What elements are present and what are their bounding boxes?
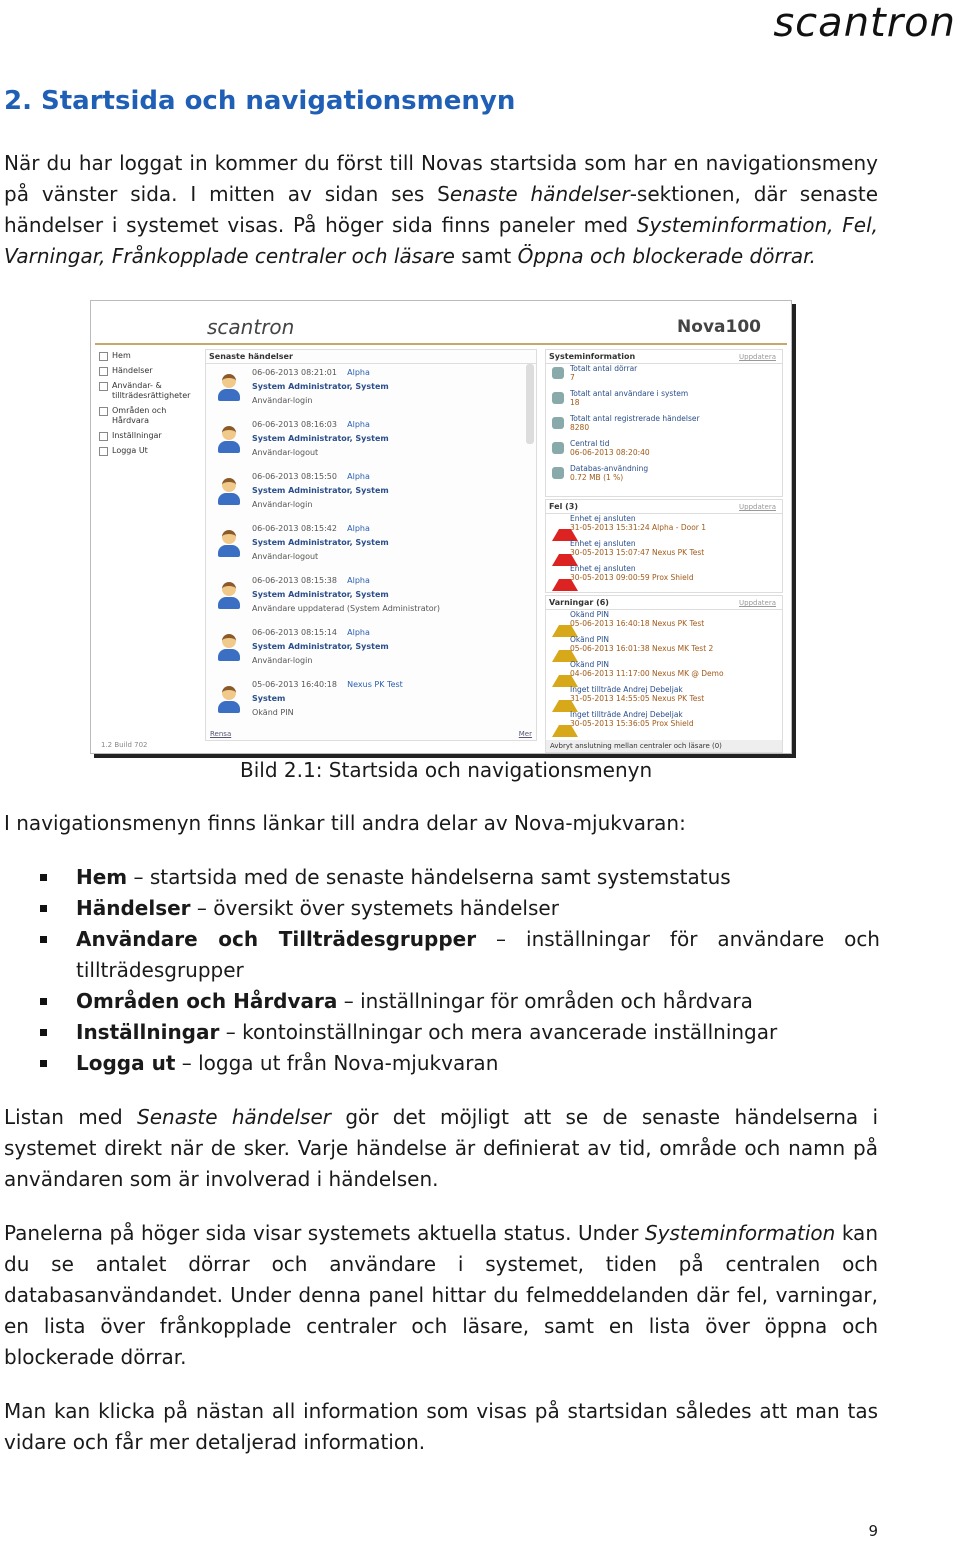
errors-update-link[interactable]: Uppdatera bbox=[739, 503, 776, 511]
event-user: System Administrator, System bbox=[252, 642, 389, 651]
event-user: System Administrator, System bbox=[252, 382, 389, 391]
event-item[interactable] bbox=[206, 468, 536, 520]
navigation-menu bbox=[99, 351, 205, 461]
info-icon bbox=[552, 467, 564, 479]
paragraph-panels: Panelerna på höger sida visar systemets aktuella status. Under Systeminformation kan du se antalet dörrar och användare i systemet, tiden på centralen och databasanvändandet. Under denna panel hittar du felmeddelanden där fel, varningar, en lista över frånkopplade centraler och läsare, samt en lista över öppna och blockerade dörrar. bbox=[4, 1221, 878, 1369]
list-item: Användare och Tillträdesgrupper – inställningar för användare och tillträdesgrupper bbox=[40, 924, 880, 986]
event-user: System Administrator, System bbox=[252, 434, 389, 443]
nav-item-handelser[interactable]: Händelser bbox=[99, 366, 205, 376]
errors-row[interactable]: Enhet ej ansluten 31-05-2013 15:31:24 Alpha - Door 1 bbox=[546, 514, 782, 539]
event-time: 06-06-2013 08:15:42 Alpha bbox=[252, 524, 370, 533]
info-icon bbox=[552, 392, 564, 404]
warning-icon bbox=[552, 613, 578, 637]
error-icon bbox=[552, 567, 578, 591]
user-avatar-icon bbox=[218, 686, 240, 714]
event-time: 05-06-2013 16:40:18 Nexus PK Test bbox=[252, 680, 403, 689]
recent-events-panel bbox=[205, 349, 537, 741]
event-type: Användar-login bbox=[252, 500, 313, 509]
list-item: Inställningar – kontoinställningar och mera avancerade inställningar bbox=[40, 1017, 880, 1048]
paragraph-click-info: Man kan klicka på nästan all information som visas på startsidan således att man tas vidare och får mer detaljerad information. bbox=[4, 1399, 878, 1454]
user-avatar-icon bbox=[218, 426, 240, 454]
errors-panel: Fel (3) Uppdatera Enhet ej ansluten 31-05-2013 15:31:24 Alpha - Door 1 Enhet ej ansluten 30-05-2013 15:07:47 Nexus PK Test Enhet ej ansluten 30-05-2013 09:00:59 Prox Shield bbox=[545, 499, 783, 593]
page-number: 9 bbox=[868, 1522, 878, 1540]
more-link[interactable]: Mer bbox=[518, 730, 532, 738]
nav-description-list bbox=[40, 862, 880, 1079]
startpage-screenshot bbox=[90, 300, 792, 754]
nav-item-installningar[interactable]: Inställningar bbox=[99, 431, 205, 441]
event-time: 06-06-2013 08:15:14 Alpha bbox=[252, 628, 370, 637]
event-type: Användar-logout bbox=[252, 552, 319, 561]
warnings-update-link[interactable]: Uppdatera bbox=[739, 599, 776, 607]
sysinfo-update-link[interactable]: Uppdatera bbox=[739, 353, 776, 361]
warnings-row[interactable]: Inget tillträde Andrej Debeljak 30-05-2013 15:36:05 Prox Shield bbox=[546, 710, 782, 735]
event-user: System Administrator, System bbox=[252, 486, 389, 495]
screenshot-logo: scantron bbox=[207, 315, 295, 339]
clear-link[interactable]: Rensa bbox=[210, 730, 232, 738]
paragraph-recent-events: Listan med Senaste händelser gör det möjligt att se de senaste händelserna i systemet direkt när de sker. Varje händelse är definierat av tid, område och namn på användaren som är involverad i händelsen. bbox=[4, 1105, 879, 1191]
scantron-logo: scantron bbox=[773, 0, 956, 46]
event-type: Användar-logout bbox=[252, 448, 319, 457]
sysinfo-row[interactable]: Totalt antal användare i system 18 bbox=[546, 389, 782, 414]
user-avatar-icon bbox=[218, 582, 240, 610]
warnings-panel: Varningar (6) Uppdatera Okänd PIN 05-06-2013 16:40:18 Nexus PK Test Okänd PIN 05-06-2013 16:01:38 Nexus MK Test 2 Okänd PIN 04-06-2013 11:17:00 Nexus MK @ Demo Inget tillträde Andrej Debeljak 31-05-2013 14:55:05 Nexus PK Test Inget tillträde Andrej Debeljak 30-05-2013 15:36:05 Prox Shield Avbryt anslutning mellan centraler och läsare (0) bbox=[545, 595, 783, 753]
event-time: 06-06-2013 08:16:03 Alpha bbox=[252, 420, 370, 429]
event-type: Användar-login bbox=[252, 396, 313, 405]
event-item[interactable] bbox=[206, 624, 536, 676]
error-icon bbox=[552, 517, 578, 541]
header-divider bbox=[95, 343, 787, 345]
recent-events-title: Senaste händelser bbox=[206, 350, 536, 364]
nav-item-logga-ut[interactable]: Logga Ut bbox=[99, 446, 205, 456]
sysinfo-row[interactable]: Databas-användning 0.72 MB (1 %) bbox=[546, 464, 782, 489]
error-icon bbox=[552, 542, 578, 566]
warnings-row[interactable]: Okänd PIN 04-06-2013 11:17:00 Nexus MK @ Demo bbox=[546, 660, 782, 685]
event-type: Användare uppdaterad (System Administrator) bbox=[252, 604, 441, 613]
nav-item-hem[interactable]: Hem bbox=[99, 351, 205, 361]
list-item: Händelser – översikt över systemets händelser bbox=[40, 893, 880, 924]
section-title: 2. Startsida och navigationsmenyn bbox=[4, 86, 516, 116]
version-label: 1.2 Build 702 bbox=[101, 741, 148, 749]
event-item[interactable] bbox=[206, 572, 536, 624]
warning-icon bbox=[552, 638, 578, 662]
event-time: 06-06-2013 08:15:50 Alpha bbox=[252, 472, 370, 481]
system-info-panel: Systeminformation Uppdatera Totalt antal dörrar 7 Totalt antal användare i system 18 Totalt antal registrerade händelser 8280 Central tid 06-06-2013 08:20:40 Databas-användning 0.72 MB (1 %) bbox=[545, 349, 783, 497]
event-item[interactable] bbox=[206, 364, 536, 416]
intro-paragraph: När du har loggat in kommer du först till Novas startsida som har en navigationsmeny på vänster sida. I mitten av sidan ses Senaste händelser-sektionen, där senaste händelser i systemet visas. På höger sida finns paneler med Systeminformation, Fel, Varningar, Frånkopplade centraler och läsare samt Öppna och blockerade dörrar. bbox=[4, 151, 878, 268]
list-intro: I navigationsmenyn finns länkar till andra delar av Nova-mjukvaran: bbox=[4, 811, 686, 835]
info-icon bbox=[552, 442, 564, 454]
warnings-row[interactable]: Inget tillträde Andrej Debeljak 31-05-2013 14:55:05 Nexus PK Test bbox=[546, 685, 782, 710]
event-item[interactable] bbox=[206, 520, 536, 572]
warnings-row[interactable]: Okänd PIN 05-06-2013 16:01:38 Nexus MK Test 2 bbox=[546, 635, 782, 660]
warning-icon bbox=[552, 688, 578, 712]
user-avatar-icon bbox=[218, 634, 240, 662]
event-item[interactable] bbox=[206, 676, 536, 728]
event-item[interactable] bbox=[206, 416, 536, 468]
sysinfo-row[interactable]: Totalt antal dörrar 7 bbox=[546, 364, 782, 389]
warning-icon bbox=[552, 713, 578, 737]
event-type: Okänd PIN bbox=[252, 708, 294, 717]
event-time: 06-06-2013 08:21:01 Alpha bbox=[252, 368, 370, 377]
info-icon bbox=[552, 417, 564, 429]
errors-row[interactable]: Enhet ej ansluten 30-05-2013 15:07:47 Nexus PK Test bbox=[546, 539, 782, 564]
warnings-row[interactable]: Okänd PIN 05-06-2013 16:40:18 Nexus PK Test bbox=[546, 610, 782, 635]
errors-row[interactable]: Enhet ej ansluten 30-05-2013 09:00:59 Prox Shield bbox=[546, 564, 782, 589]
event-user: System Administrator, System bbox=[252, 538, 389, 547]
list-item: Logga ut – logga ut från Nova-mjukvaran bbox=[40, 1048, 880, 1079]
user-avatar-icon bbox=[218, 374, 240, 402]
list-item: Områden och Hårdvara – inställningar för områden och hårdvara bbox=[40, 986, 880, 1017]
sysinfo-row[interactable]: Central tid 06-06-2013 08:20:40 bbox=[546, 439, 782, 464]
sysinfo-row[interactable]: Totalt antal registrerade händelser 8280 bbox=[546, 414, 782, 439]
nav-item-omraden[interactable]: Områden och Hårdvara bbox=[99, 406, 205, 426]
event-user: System bbox=[252, 694, 286, 703]
figure-caption: Bild 2.1: Startsida och navigationsmenyn bbox=[240, 758, 653, 782]
event-type: Användar-login bbox=[252, 656, 313, 665]
info-icon bbox=[552, 367, 564, 379]
warning-icon bbox=[552, 663, 578, 687]
disconnected-link[interactable]: Avbryt anslutning mellan centraler och läsare (0) bbox=[546, 740, 782, 752]
list-item: Hem – startsida med de senaste händelserna samt systemstatus bbox=[40, 862, 880, 893]
event-user: System Administrator, System bbox=[252, 590, 389, 599]
nav-item-anvandare[interactable]: Användar- & tillträdesrättigheter bbox=[99, 381, 205, 401]
user-avatar-icon bbox=[218, 478, 240, 506]
event-time: 06-06-2013 08:15:38 Alpha bbox=[252, 576, 370, 585]
system-name: Nova100 bbox=[677, 317, 761, 337]
user-avatar-icon bbox=[218, 530, 240, 558]
